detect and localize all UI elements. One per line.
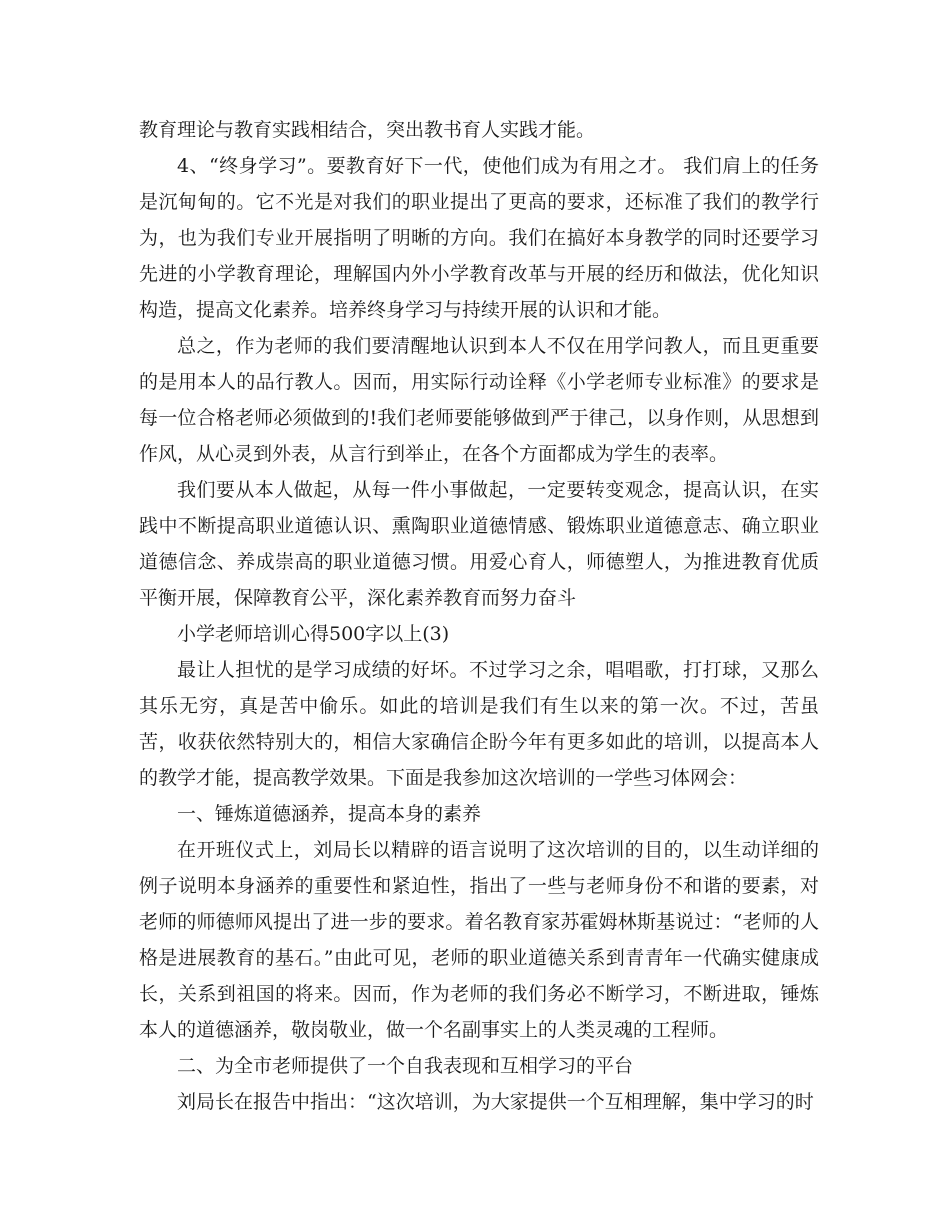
subheading-2: 二、为全市老师提供了一个自我表现和互相学习的平台: [177, 1055, 634, 1077]
paragraph-3: 总之，作为老师的我们要清醒地认识到本人不仅在用学问教人，而且更重要的是用本人的品行教人。因而，用实际行动诠释《小学老师专业标准》的要求是每一位合格老师必须做到的!我们老师要能够做到严于律己，以身作则，从思想到作风，从心灵到外表，从言行到举止，在各个方面都成为学生的表率。: [139, 335, 819, 465]
paragraph-4: 我们要从本人做起，从每一件小事做起，一定要转变观念，提高认识，在实践中不断提高职业道德认识、熏陶职业道德情感、锻炼职业道德意志、确立职业道德信念、养成崇高的职业道德习惯。用爱心育人，师德塑人，为推进教育优质平衡开展，保障教育公平，深化素养教育而努力奋斗: [139, 479, 819, 609]
paragraph-2: 4、“终身学习”。要教育好下一代，使他们成为有用之才。 我们肩上的任务是沉甸甸的。它不光是对我们的职业提出了更高的要求，还标准了我们的教学行为，也为我们专业开展指明了明晰的方向。我们在搞好本身教学的同时还要学习先进的小学教育理论，理解国内外小学教育改革与开展的经历和做法，优化知识构造，提高文化素养。培养终身学习与持续开展的认识和才能。: [139, 155, 819, 321]
paragraph-10: 刘局长在报告中指出：“这次培训，为大家提供一个互相理解，集中学习的时: [177, 1091, 814, 1113]
document-page: [139, 112, 819, 1120]
subheading-1: 一、锤炼道德涵养，提高本身的素养: [177, 803, 482, 825]
section-title: 小学老师培训心得500字以上(3): [177, 623, 450, 645]
paragraph-8: 在开班仪式上，刘局长以精辟的语言说明了这次培训的目的，以生动详细的例子说明本身涵养的重要性和紧迫性，指出了一些与老师身份不和谐的要素，对老师的师德师风提出了进一步的要求。着名教育家苏霍姆林斯基说过：“老师的人格是进展教育的基石。”由此可见，老师的职业道德关系到青青年一代确实健康成长，关系到祖国的将来。因而，作为老师的我们务必不断学习，不断进取，锤炼本人的道德涵养，敬岗敬业，做一个名副事实上的人类灵魂的工程师。: [139, 839, 819, 1041]
paragraph-1: 教育理论与教育实践相结合，突出教书育人实践才能。: [139, 119, 596, 141]
paragraph-6: 最让人担忧的是学习成绩的好坏。不过学习之余，唱唱歌，打打球，又那么其乐无穷，真是苦中偷乐。如此的培训是我们有生以来的第一次。不过，苦虽苦，收获依然特别大的，相信大家确信企盼今年有更多如此的培训，以提高本人的教学才能，提高教学效果。下面是我参加这次培训的一学些习体网会：: [139, 659, 819, 789]
